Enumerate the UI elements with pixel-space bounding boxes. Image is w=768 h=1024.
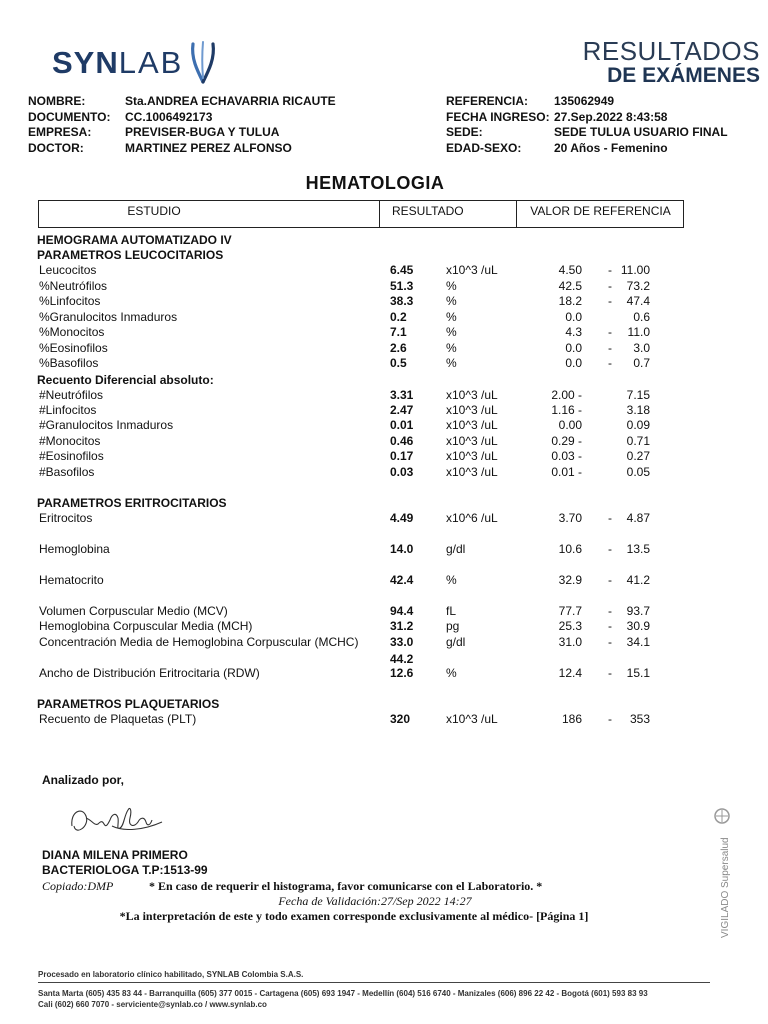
result-unit: fL [446,604,457,618]
result-unit: x10^3 /uL [446,449,498,463]
result-unit: x10^3 /uL [446,434,498,448]
result-value: 2.6 [390,341,407,355]
reference-dash: - [608,666,612,680]
reference-low: 0.29 - [551,434,582,448]
result-unit: % [446,356,457,370]
footer-divider [38,982,710,983]
result-value: 42.4 [390,573,414,587]
patient-info-left [28,94,336,157]
synlab-logo [52,38,219,88]
result-unit: % [446,294,457,308]
reference-dash: - [608,294,612,308]
result-unit: g/dl [446,542,466,556]
result-row [0,263,768,279]
footer-contacts [38,988,648,1010]
result-row [0,666,768,682]
result-name: Concentración Media de Hemoglobina Corpuscular (MCHC) [39,635,359,649]
result-name: %Eosinofilos [39,341,108,355]
patient-info-right [446,94,728,157]
result-name: #Monocitos [39,434,101,448]
reference-high: 0.6 [633,310,650,324]
reference-dash: - [608,604,612,618]
reference-low: 0.00 [558,418,582,432]
reference-high: 4.87 [626,511,650,525]
results-table-header [38,200,684,228]
result-unit: x10^6 /uL [446,511,498,525]
result-value: 6.45 [390,263,414,277]
reference-low: 2.00 - [551,388,582,402]
reference-low: 10.6 [558,542,582,556]
result-value: 0.2 [390,310,407,324]
result-row [0,356,768,372]
result-unit: x10^3 /uL [446,263,498,277]
reference-high: 93.7 [626,604,650,618]
info-row-reference: REFERENCIA: 135062949 [446,94,615,108]
reference-low: 0.01 - [551,465,582,479]
result-name: Hemoglobina [39,542,110,556]
result-name: %Basofilos [39,356,99,370]
reference-dash: - [608,511,612,525]
reference-low: 186 [561,712,582,726]
result-name: Volumen Corpuscular Medio (MCV) [39,604,228,618]
result-value: 0.46 [390,434,414,448]
result-row [0,511,768,527]
result-unit: g/dl [446,635,466,649]
report-title-line2: DE EXÁMENES [607,64,760,87]
result-row [0,635,768,651]
signer-title: BACTERIOLOGA T.P:1513-99 [42,863,208,877]
result-row [0,325,768,341]
result-unit: % [446,666,457,680]
result-value: 14.0 [390,542,414,556]
group-heading: PARAMETROS PLAQUETARIOS [37,697,220,711]
result-value: 51.3 [390,279,414,293]
result-value: 0.17 [390,449,414,463]
reference-dash: - [608,263,612,277]
reference-dash: - [608,712,612,726]
result-value: 0.01 [390,418,414,432]
result-row [0,449,768,465]
reference-high: 3.0 [633,341,650,355]
header-reference: VALOR DE REFERENCIA [516,201,684,227]
result-unit: % [446,325,457,339]
reference-high: 73.2 [626,279,650,293]
group-heading: HEMOGRAMA AUTOMATIZADO IV [37,233,232,247]
reference-high: 11.0 [627,325,650,339]
info-row-doctor: DOCTOR: MARTINEZ PEREZ ALFONSO [28,141,292,156]
result-name: %Linfocitos [39,294,101,308]
reference-dash: - [608,542,612,556]
analyzed-by-label: Analizado por, [42,773,125,787]
reference-dash: - [608,619,612,633]
result-row [0,403,768,419]
info-row-document: DOCUMENTO: CC.1006492173 [28,109,213,124]
vigilado-supersalud-logo [706,800,750,940]
signer-name: DIANA MILENA PRIMERO [42,848,188,862]
signature-image [64,796,174,846]
reference-low: 4.50 [558,263,582,277]
reference-low: 32.9 [558,573,582,587]
result-row [0,388,768,404]
group-heading: PARAMETROS ERITROCITARIOS [37,496,227,510]
reference-high: 0.71 [626,434,650,448]
reference-high: 41.2 [626,573,650,587]
result-value: 31.2 [390,619,414,633]
reference-high: 0.05 [626,465,650,479]
group-heading: Recuento Diferencial absoluto: [37,373,214,387]
reference-low: 3.70 [558,511,582,525]
result-unit: x10^3 /uL [446,388,498,402]
reference-dash: - [608,573,612,587]
result-value: 320 [390,712,411,726]
result-unit: % [446,279,457,293]
reference-dash: - [608,325,612,339]
footer-processed: Procesado en laboratorio clínico habilitado, SYNLAB Colombia S.A.S. [38,970,304,979]
reference-high: 0.09 [626,418,650,432]
result-name: #Granulocitos Inmaduros [39,418,174,432]
result-value: 94.4 [390,604,414,618]
reference-high: 7.15 [626,388,650,402]
reference-low: 42.5 [558,279,582,293]
logo-leaf-icon [187,40,219,86]
result-row [0,434,768,450]
info-row-name: NOMBRE: Sta.ANDREA ECHAVARRIA RICAUTE [28,94,336,108]
svg-text:VIGILADO Supersalud: VIGILADO Supersalud [720,837,731,938]
result-value: 2.47 [390,403,414,417]
extra-result-value: 44.2 [390,652,414,666]
result-value: 38.3 [390,294,414,308]
header-result: RESULTADO [379,201,516,227]
result-unit: x10^3 /uL [446,403,498,417]
result-row [0,619,768,635]
logo-wordmark: SYNLAB [52,45,184,80]
reference-dash: - [608,356,612,370]
header-study: ESTUDIO [127,204,181,218]
result-name: #Eosinofilos [39,449,104,463]
info-row-company: EMPRESA: PREVISER-BUGA Y TULUA [28,125,280,140]
footer-phones: Santa Marta (605) 435 83 44 - Barranquilla (605) 377 0015 - Cartagena (605) 693 1947 - Medellín (604) 516 6740 - Manizales (606) 896 22 42 - Bogotá (601) 593 83 93 [38,989,648,998]
result-row [0,712,768,728]
report-title-line1: RESULTADOS [582,36,760,66]
info-row-age-sex: EDAD-SEXO: 20 Años - Femenino [446,141,668,156]
footer-contact: Cali (602) 660 7070 - serviciente@synlab.co / www.synlab.co [38,1000,267,1009]
reference-high: 47.4 [626,294,650,308]
reference-high: 3.18 [626,403,650,417]
reference-low: 1.16 - [551,403,582,417]
result-name: Ancho de Distribución Eritrocitaria (RDW) [39,666,260,680]
reference-high: 34.1 [626,635,650,649]
result-name: Hematocrito [39,573,104,587]
result-unit: x10^3 /uL [446,712,498,726]
result-name: #Basofilos [39,465,95,479]
signer-block [42,848,208,878]
group-heading: PARAMETROS LEUCOCITARIOS [37,248,224,262]
reference-high: 353 [629,712,650,726]
result-name: %Monocitos [39,325,105,339]
result-row [0,279,768,295]
result-row [0,341,768,357]
reference-low: 0.03 - [551,449,582,463]
info-row-admission-date: FECHA INGRESO: 27.Sep.2022 8:43:58 [446,109,668,124]
result-row [0,465,768,481]
copied-by: Copiado:DMP [42,879,114,893]
reference-dash: - [608,635,612,649]
result-name: Leucocitos [39,263,97,277]
result-value: 4.49 [390,511,414,525]
reference-low: 25.3 [558,619,582,633]
reference-low: 0.0 [565,356,582,370]
result-name: %Granulocitos Inmaduros [39,310,178,324]
result-name: #Linfocitos [39,403,97,417]
reference-high: 13.5 [626,542,650,556]
result-row [0,542,768,558]
result-unit: pg [446,619,460,633]
result-value: 7.1 [390,325,407,339]
interpretation-note: *La interpretación de este y todo examen corresponde exclusivamente al médico- [Página 1] [119,909,589,923]
result-value: 0.03 [390,465,414,479]
reference-dash: - [608,279,612,293]
reference-low: 18.2 [558,294,582,308]
validation-date: Fecha de Validación:27/Sep 2022 14:27 [278,894,472,908]
result-name: #Neutrófilos [39,388,104,402]
report-title [520,38,760,88]
result-unit: % [446,573,457,587]
result-value: 3.31 [390,388,414,402]
result-unit: x10^3 /uL [446,465,498,479]
result-value: 0.5 [390,356,407,370]
reference-low: 0.0 [565,341,582,355]
reference-low: 4.3 [565,325,582,339]
result-row [0,310,768,326]
reference-high: 30.9 [626,619,650,633]
result-row [0,294,768,310]
histogram-note: * En caso de requerir el histograma, favor comunicarse con el Laboratorio. * [149,879,543,893]
result-name: Eritrocitos [39,511,93,525]
reference-high: 11.00 [620,263,650,277]
result-unit: x10^3 /uL [446,418,498,432]
result-row [0,604,768,620]
result-row [0,573,768,589]
result-name: Hemoglobina Corpuscular Media (MCH) [39,619,253,633]
reference-low: 12.4 [558,666,582,680]
result-unit: % [446,341,457,355]
result-row [0,418,768,434]
info-row-site: SEDE: SEDE TULUA USUARIO FINAL [446,125,728,140]
reference-low: 0.0 [565,310,582,324]
reference-high: 0.7 [633,356,650,370]
section-title: HEMATOLOGIA [305,173,445,193]
reference-high: 15.1 [626,666,650,680]
reference-low: 31.0 [558,635,582,649]
reference-low: 77.7 [558,604,582,618]
result-value: 12.6 [390,666,414,680]
result-name: %Neutrófilos [39,279,108,293]
reference-dash: - [608,341,612,355]
result-name: Recuento de Plaquetas (PLT) [39,712,197,726]
reference-high: 0.27 [626,449,650,463]
result-value: 33.0 [390,635,414,649]
result-unit: % [446,310,457,324]
